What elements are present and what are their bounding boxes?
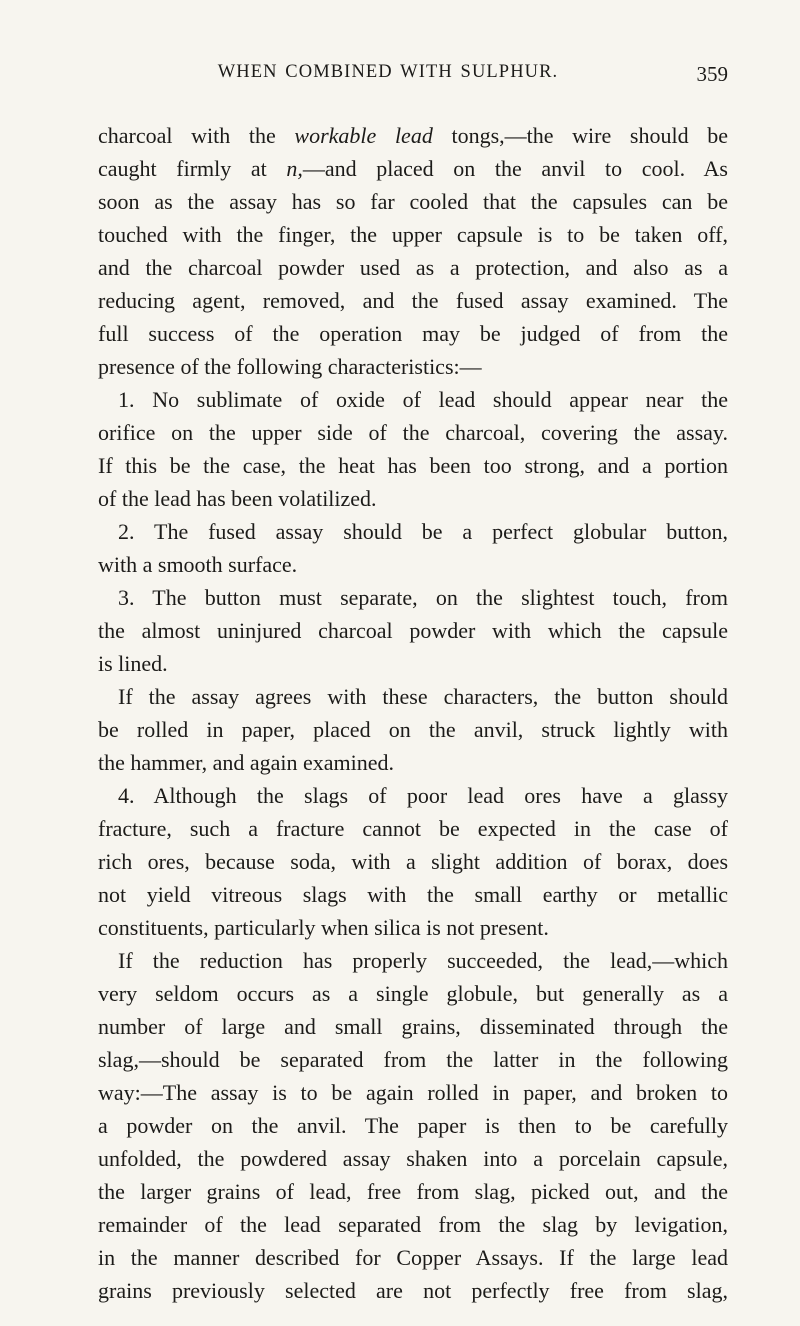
text-run: caught firmly at [98, 156, 287, 181]
text-run: If the assay agrees with these characters, the button should [118, 684, 728, 709]
text-line [98, 977, 728, 1010]
text-run: tongs,—the wire should be [432, 123, 728, 148]
text-line [98, 878, 728, 911]
text-run: If this be the case, the heat has been too strong, and a portion [98, 453, 728, 478]
text-line [98, 284, 728, 317]
text-run: in the manner described for Copper Assays. If the large lead [98, 1245, 728, 1270]
text-line [98, 713, 728, 746]
text-line [98, 449, 728, 482]
text-line [98, 1109, 728, 1142]
text-line [98, 185, 728, 218]
text-run: presence of the following characteristics:— [98, 354, 482, 379]
text-run: is lined. [98, 651, 168, 676]
text-line [98, 680, 728, 713]
text-run: the hammer, and again examined. [98, 750, 395, 775]
text-line [98, 845, 728, 878]
text-line [98, 1076, 728, 1109]
text-run: touched with the finger, the upper capsule is to be taken off, [98, 222, 728, 247]
text-line [98, 779, 728, 812]
text-run: a powder on the anvil. The paper is then to be carefully [98, 1113, 728, 1138]
text-run: with a smooth surface. [98, 552, 298, 577]
text-line [98, 515, 728, 548]
text-line [98, 350, 728, 383]
text-line [98, 383, 728, 416]
text-run: number of large and small grains, disseminated through the [98, 1014, 728, 1039]
text-run: reducing agent, removed, and the fused assay examined. The [98, 288, 728, 313]
text-line [98, 1010, 728, 1043]
text-line [98, 812, 728, 845]
running-title: WHEN COMBINED WITH SULPHUR. [217, 62, 559, 82]
text-run: way:—The assay is to be again rolled in paper, and broken to [98, 1080, 728, 1105]
text-line [98, 944, 728, 977]
text-run: constituents, particularly when silica is not present. [98, 915, 549, 940]
text-run: grains previously selected are not perfectly free from slag, [98, 1278, 728, 1303]
text-line [98, 416, 728, 449]
text-run: If the reduction has properly succeeded, the lead,—which [118, 948, 728, 973]
text-run: not yield vitreous slags with the small earthy or metallic [98, 882, 728, 907]
text-line [98, 1274, 728, 1307]
text-line [98, 548, 728, 581]
text-run: orifice on the upper side of the charcoal, covering the assay. [98, 420, 728, 445]
text-run: remainder of the lead separated from the slag by levigation, [98, 1212, 728, 1237]
page-number: 359 [696, 62, 728, 86]
text-line [98, 152, 728, 185]
italic-text: workable lead [294, 123, 433, 148]
text-line [98, 251, 728, 284]
text-run: 2. The fused assay should be a perfect globular button, [118, 519, 728, 544]
text-line [98, 119, 728, 152]
running-head [128, 62, 728, 92]
text-line [98, 614, 728, 647]
text-line [98, 317, 728, 350]
text-line [98, 482, 728, 515]
text-run: charcoal with the [98, 123, 295, 148]
text-line [98, 1142, 728, 1175]
text-line [98, 1043, 728, 1076]
text-run: soon as the assay has so far cooled that the capsules can be [98, 189, 728, 214]
text-run: 1. No sublimate of oxide of lead should appear near the [118, 387, 728, 412]
text-run: be rolled in paper, placed on the anvil, struck lightly with [98, 717, 728, 742]
text-run: rich ores, because soda, with a slight addition of borax, does [98, 849, 728, 874]
text-run: 3. The button must separate, on the slightest touch, from [118, 585, 728, 610]
text-run: full success of the operation may be judged of from the [98, 321, 728, 346]
text-run: of the lead has been volatilized. [98, 486, 377, 511]
text-run: the almost uninjured charcoal powder with which the capsule [98, 618, 728, 643]
text-run: the larger grains of lead, free from slag, picked out, and the [98, 1179, 728, 1204]
text-run: —and placed on the anvil to cool. As [302, 156, 728, 181]
text-line [98, 911, 728, 944]
text-run: and the charcoal powder used as a protection, and also as a [98, 255, 728, 280]
text-run: fracture, such a fracture cannot be expected in the case of [98, 816, 728, 841]
text-run: 4. Although the slags of poor lead ores have a glassy [118, 783, 728, 808]
body-text [98, 119, 728, 1307]
text-run: unfolded, the powdered assay shaken into a porcelain capsule, [98, 1146, 728, 1171]
text-line [98, 1241, 728, 1274]
text-line [98, 218, 728, 251]
text-line [98, 581, 728, 614]
text-line [98, 746, 728, 779]
italic-text: n, [286, 156, 303, 181]
text-line [98, 647, 728, 680]
text-line [98, 1175, 728, 1208]
text-run: very seldom occurs as a single globule, but generally as a [98, 981, 728, 1006]
text-line [98, 1208, 728, 1241]
text-run: slag,—should be separated from the latter in the following [98, 1047, 728, 1072]
